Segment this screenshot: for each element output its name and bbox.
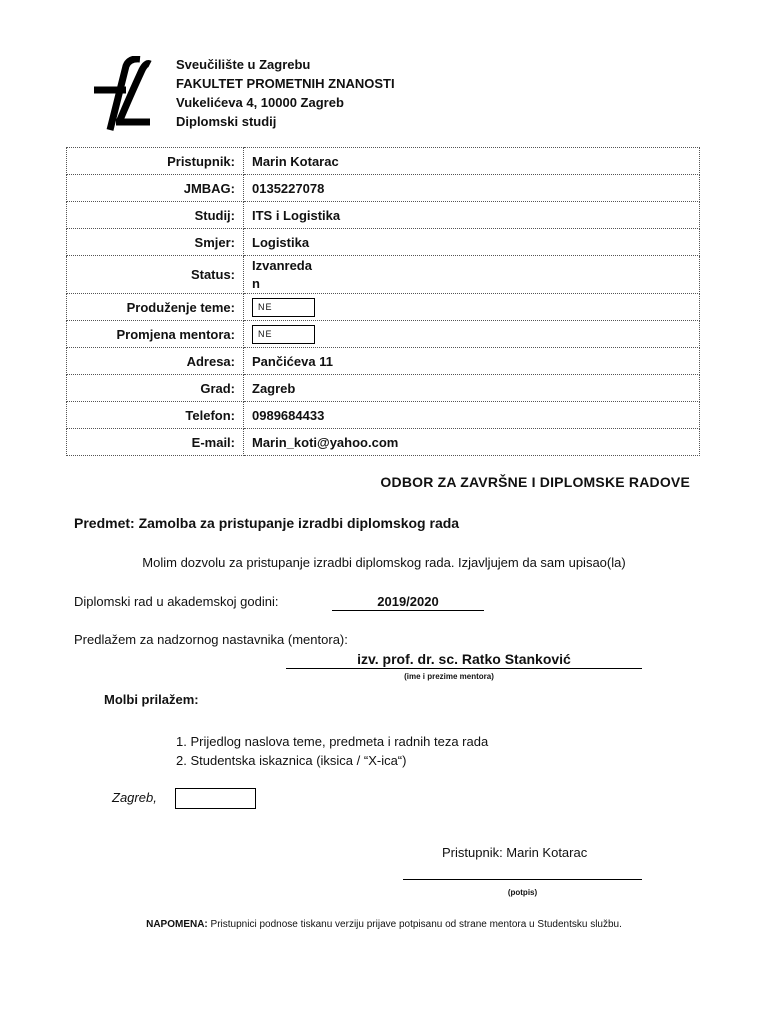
table-row [67,348,700,375]
status-line-1: Izvanreda [252,258,312,273]
request-text: Molim dozvolu za pristupanje izradbi diplomskog rada. Izjavljujem da sam upisao(la) [142,555,626,570]
mentor-name: izv. prof. dr. sc. Ratko Stanković [286,651,642,669]
status-line-2: n [252,276,260,291]
signature-caption: (potpis) [507,888,538,897]
city-value: Zagreb [244,375,700,402]
row-label: Pristupnik: [67,148,244,175]
university-name: Sveučilište u Zagrebu [176,57,311,72]
jmbag-value: 0135227078 [244,175,700,202]
row-label: Status: [67,256,244,294]
applicant-info-table [66,147,700,456]
email-value: Marin_koti@yahoo.com [244,429,700,456]
phone-value: 0989684433 [244,402,700,429]
mentor-change-field[interactable]: NE [252,325,315,344]
note-text: Pristupnici podnose tiskanu verziju prijave potpisanu od strane mentora u Studentsku službu. [207,919,622,930]
table-row [67,148,700,175]
applicant-name: Marin Kotarac [244,148,700,175]
table-row [67,402,700,429]
mentor-label: Predlažem za nadzornog nastavnika (mentora): [74,632,348,647]
institution-header [176,55,395,131]
row-label: JMBAG: [67,175,244,202]
address-value: Pančićeva 11 [244,348,700,375]
committee-heading: ODBOR ZA ZAVRŠNE I DIPLOMSKE RADOVE [380,474,690,490]
row-label: Grad: [67,375,244,402]
table-row [67,175,700,202]
note [0,919,768,930]
row-label: Adresa: [67,348,244,375]
study-level: Diplomski studij [176,114,277,129]
applicant-signature-name: Pristupnik: Marin Kotarac [442,845,588,860]
date-field[interactable] [175,788,256,809]
topic-extension-field[interactable]: NE [252,298,315,317]
faculty-logo [80,56,152,132]
row-label: E-mail: [67,429,244,456]
academic-year-label: Diplomski rad u akademskoj godini: [74,594,279,609]
list-item: 1. Prijedlog naslova teme, predmeta i radnih teza rada [176,734,489,749]
table-row [67,256,700,294]
attachments-label: Molbi prilažem: [104,692,199,707]
faculty-name: FAKULTET PROMETNIH ZNANOSTI [176,76,395,91]
row-label: Promjena mentora: [67,321,244,348]
academic-year-value: 2019/2020 [332,594,484,611]
table-row [67,321,700,348]
place-label: Zagreb, [112,790,157,805]
table-row [67,429,700,456]
attachments-list [176,732,488,770]
status-value [244,256,700,294]
direction-value: Logistika [244,229,700,256]
table-row [67,294,700,321]
study-value: ITS i Logistika [244,202,700,229]
table-row [67,375,700,402]
table-row [67,202,700,229]
row-label: Produženje teme: [67,294,244,321]
subject-line: Predmet: Zamolba za pristupanje izradbi diplomskog rada [74,515,460,531]
row-label: Telefon: [67,402,244,429]
table-row [67,229,700,256]
mentor-caption: (ime i prezime mentora) [404,672,494,681]
list-item: 2. Studentska iskaznica (iksica / “X-ica“) [176,753,407,768]
row-label: Studij: [67,202,244,229]
note-label: NAPOMENA: [146,919,208,930]
row-label: Smjer: [67,229,244,256]
faculty-address: Vukelićeva 4, 10000 Zagreb [176,95,344,110]
signature-line [403,879,642,880]
